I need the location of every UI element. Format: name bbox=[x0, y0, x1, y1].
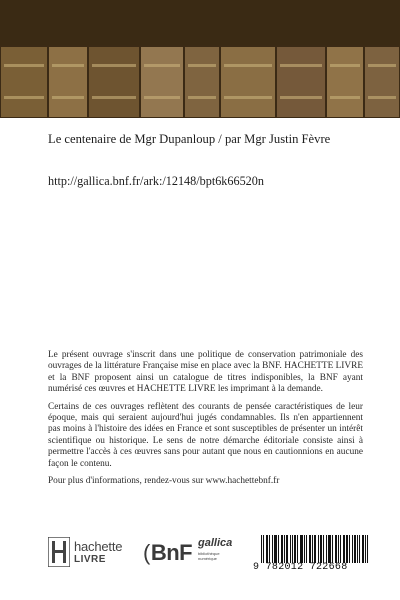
book-title: Le centenaire de Mgr Dupanloup / par Mgr Justin Fèvre bbox=[48, 132, 331, 146]
barcode-bar bbox=[310, 535, 311, 563]
barcode-bar bbox=[354, 535, 355, 563]
barcode-bar bbox=[347, 535, 348, 563]
book-band bbox=[224, 96, 272, 99]
barcode-bar bbox=[362, 535, 363, 563]
book-band bbox=[280, 96, 322, 99]
barcode-bar bbox=[326, 535, 327, 563]
book-spine bbox=[220, 46, 276, 118]
barcode-bar bbox=[300, 535, 301, 563]
barcode-bar bbox=[328, 535, 329, 563]
book-spine bbox=[364, 46, 400, 118]
book-spine bbox=[184, 46, 220, 118]
book-spine bbox=[48, 46, 88, 118]
barcode-bar bbox=[278, 535, 279, 563]
barcode-bar bbox=[282, 535, 283, 563]
barcode-bar bbox=[292, 535, 293, 563]
barcode-bar bbox=[363, 535, 364, 563]
barcode-bar bbox=[267, 535, 268, 563]
barcode-bar bbox=[269, 535, 270, 563]
book-band bbox=[52, 64, 84, 67]
hachette-livre-logo bbox=[48, 535, 128, 571]
barcode-bar bbox=[266, 535, 267, 563]
book-spine bbox=[326, 46, 364, 118]
barcode-bar bbox=[318, 535, 319, 563]
bnf-logo bbox=[143, 540, 192, 566]
barcode-bar bbox=[365, 535, 366, 563]
bnf-wordmark: BnF bbox=[150, 540, 193, 565]
gallica-wordmark: gallica bbox=[198, 537, 233, 549]
book-spine bbox=[0, 46, 48, 118]
barcode-bar bbox=[287, 535, 288, 563]
book-band bbox=[224, 64, 272, 67]
barcode-bar bbox=[315, 535, 316, 563]
barcode-bar bbox=[357, 535, 358, 563]
bnf-bracket-icon: ( bbox=[143, 540, 150, 565]
footer-logos bbox=[48, 535, 368, 575]
barcode-bar bbox=[302, 535, 303, 563]
barcode-bar bbox=[323, 535, 324, 563]
gallica-subtitle: bibliothèque numérique bbox=[198, 551, 220, 561]
notice-paragraph-1: Le présent ouvrage s'inscrit dans une politique de conservation patrimoniale des ouvrages de la littérature Française mise en place avec la BNF. HACHETTE LIVRE et la BNF proposent ainsi un catalogue de titres indisponibles, la BNF ayant numérisé ces œuvres et HACHETTE LIVRE les imprimant à la demande. bbox=[48, 350, 363, 395]
book-band bbox=[280, 64, 322, 67]
gallica-logo bbox=[198, 537, 233, 569]
barcode-bar bbox=[321, 535, 322, 563]
book-band bbox=[330, 64, 360, 67]
barcode-bar bbox=[329, 535, 330, 563]
hachette-wordmark: hachette bbox=[74, 539, 123, 554]
cover-banner-books bbox=[0, 0, 400, 118]
barcode-bar bbox=[340, 535, 341, 563]
barcode-bar bbox=[367, 535, 368, 563]
barcode-bar bbox=[346, 535, 347, 563]
barcode-bar bbox=[332, 535, 333, 563]
barcode-bar bbox=[274, 535, 275, 563]
barcode-bar bbox=[306, 535, 307, 563]
book-spine bbox=[88, 46, 140, 118]
barcode-bar bbox=[286, 535, 287, 563]
notice-paragraph-3: Pour plus d'informations, rendez-vous sur www.hachettebnf.fr bbox=[48, 476, 280, 487]
book-band bbox=[188, 64, 216, 67]
barcode-bar bbox=[343, 535, 344, 563]
book-band bbox=[4, 64, 44, 67]
isbn-barcode bbox=[253, 535, 373, 575]
barcode-bar bbox=[261, 535, 262, 563]
barcode-bar bbox=[330, 535, 331, 563]
book-spine bbox=[276, 46, 326, 118]
barcode-bar bbox=[336, 535, 337, 563]
barcode-bar bbox=[281, 535, 282, 563]
barcode-bar bbox=[284, 535, 285, 563]
barcode-bar bbox=[272, 535, 273, 563]
barcode-bar bbox=[335, 535, 336, 563]
book-band bbox=[144, 64, 180, 67]
hachette-h-icon bbox=[48, 537, 70, 567]
isbn-digits: 9 782012 722668 bbox=[253, 562, 348, 573]
book-band bbox=[188, 96, 216, 99]
book-band bbox=[330, 96, 360, 99]
barcode-bars bbox=[261, 535, 369, 563]
book-band bbox=[144, 96, 180, 99]
barcode-bar bbox=[295, 535, 296, 563]
publisher-notice bbox=[48, 350, 363, 493]
barcode-bar bbox=[320, 535, 321, 563]
book-band bbox=[368, 64, 396, 67]
barcode-bar bbox=[344, 535, 345, 563]
book-band bbox=[52, 96, 84, 99]
barcode-bar bbox=[309, 535, 310, 563]
book-spine bbox=[140, 46, 184, 118]
barcode-bar bbox=[352, 535, 353, 563]
barcode-bar bbox=[359, 535, 360, 563]
barcode-bar bbox=[349, 535, 350, 563]
barcode-bar bbox=[314, 535, 315, 563]
barcode-bar bbox=[290, 535, 291, 563]
barcode-bar bbox=[275, 535, 276, 563]
book-band bbox=[92, 64, 136, 67]
barcode-bar bbox=[355, 535, 356, 563]
barcode-bar bbox=[276, 535, 277, 563]
barcode-bar bbox=[301, 535, 302, 563]
book-band bbox=[4, 96, 44, 99]
barcode-bar bbox=[304, 535, 305, 563]
barcode-bar bbox=[338, 535, 339, 563]
notice-paragraph-2: Certains de ces ouvrages reflètent des courants de pensée caractéristiques de leur époque, mais qui seraient aujourd'hui jugés condamnables. Ils n'en appartiennent pas moins à l'histoire des idées en France et sont susceptibles de présenter un intérêt scientifique ou historique. Le sens de notre démarche éditoriale consiste ainsi à permettre l'accès à ces œuvres sans pour autant que nous en cautionnions en aucune façon le contenu. bbox=[48, 401, 363, 469]
bookshelf-image bbox=[0, 0, 400, 118]
barcode-bar bbox=[294, 535, 295, 563]
livre-wordmark: LIVRE bbox=[74, 554, 106, 565]
book-band bbox=[368, 96, 396, 99]
shelf-top bbox=[0, 0, 400, 46]
source-url: http://gallica.bnf.fr/ark:/12148/bpt6k66520n bbox=[48, 174, 264, 188]
barcode-bar bbox=[297, 535, 298, 563]
barcode-bar bbox=[263, 535, 264, 563]
book-band bbox=[92, 96, 136, 99]
barcode-bar bbox=[312, 535, 313, 563]
